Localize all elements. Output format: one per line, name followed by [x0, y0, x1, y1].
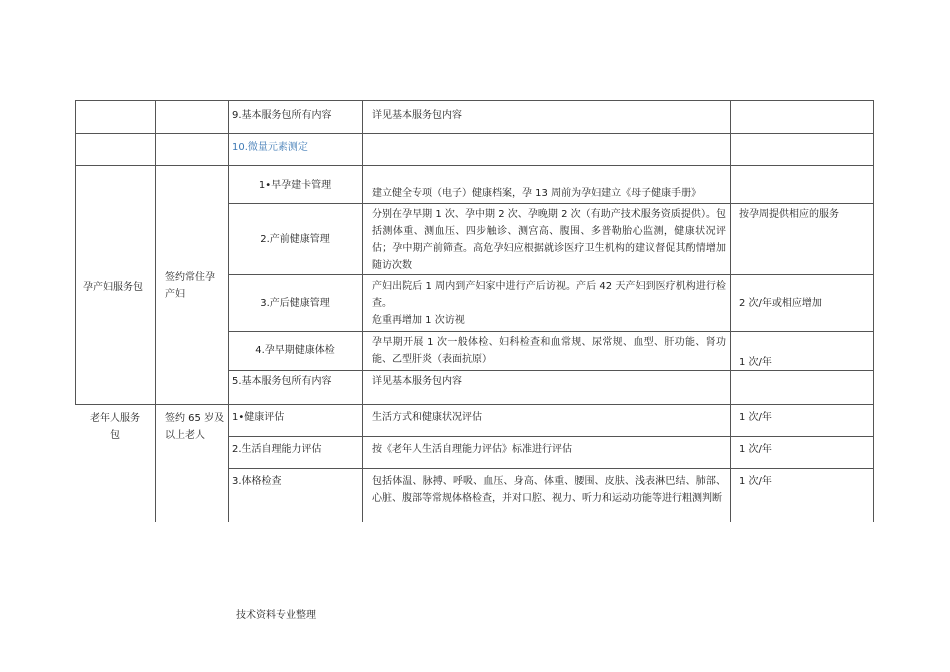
service-content: 分别在孕早期 1 次、孕中期 2 次、孕晚期 2 次（有助产技术服务资质提供）。包括测体重、测血压、四步触诊、测宫高、腹围、多普勒胎心监测，健康状况评估；孕中期产前筛查。高危孕妇应根据就诊医疗卫生机构的建议督促其酌情增加随访次数: [372, 209, 726, 271]
service-item: 9.基本服务包所有内容: [232, 110, 332, 121]
service-frequency: 1 次/年: [739, 444, 772, 455]
target-group: 签约 65 岁及 以上老人: [165, 413, 225, 441]
service-frequency: 1 次/年: [739, 357, 772, 368]
service-item: 3.体格检查: [232, 476, 282, 487]
service-content: 生活方式和健康状况评估: [372, 412, 482, 423]
service-frequency: 1 次/年: [739, 476, 772, 487]
table-rule: [228, 203, 874, 204]
table-rule: [75, 133, 874, 134]
package-name: 老年人服务 包: [90, 413, 140, 441]
service-item: 10.微量元素测定: [232, 142, 308, 153]
service-content: 包括体温、脉搏、呼吸、血压、身高、体重、腰围、皮肤、浅表淋巴结、肺部、心脏、腹部等常规体格检查，并对口腔、视力、听力和运动功能等进行粗测判断: [372, 476, 726, 504]
package-name: 孕产妇服务包: [83, 282, 143, 293]
table-rule: [75, 100, 76, 404]
service-frequency: 1 次/年: [739, 412, 772, 423]
table-rule: [75, 404, 874, 405]
table-rule: [730, 100, 731, 522]
service-frequency: 2 次/年或相应增加: [739, 298, 822, 309]
service-item: 3.产后健康管理: [260, 298, 330, 309]
service-item: 2.生活自理能力评估: [232, 444, 322, 455]
page-footer: 技术资料专业整理: [236, 610, 316, 621]
table-rule: [155, 100, 156, 522]
table-rule: [228, 274, 874, 275]
service-content: 建立健全专项（电子）健康档案，孕 13 周前为孕妇建立《母子健康手册》: [372, 188, 702, 199]
service-content: 产妇出院后 1 周内到产妇家中进行产后访视。产后 42 天产妇到医疗机构进行检查。 危重再增加 1 次访视: [372, 281, 726, 326]
service-item: 1•健康评估: [232, 412, 285, 423]
target-group: 签约常住孕 产妇: [165, 272, 215, 300]
service-content: 孕早期开展 1 次一般体检、妇科检查和血常规、尿常规、血型、肝功能、肾功能、乙型肝炎（表面抗原）: [372, 337, 726, 365]
service-item: 2.产前健康管理: [260, 234, 330, 245]
table-rule: [228, 468, 874, 469]
table-rule: [228, 436, 874, 437]
table-rule: [362, 100, 363, 522]
service-item: 5.基本服务包所有内容: [232, 376, 332, 387]
table-rule: [228, 100, 229, 522]
service-content: 详见基本服务包内容: [372, 110, 462, 121]
table-rule: [228, 331, 874, 332]
table-rule: [75, 165, 874, 166]
table-rule: [873, 100, 874, 522]
service-item: 1•早孕建卡管理: [258, 180, 332, 191]
table-rule: [75, 100, 874, 101]
service-content: 按《老年人生活自理能力评估》标准进行评估: [372, 444, 572, 455]
service-content: 详见基本服务包内容: [372, 376, 462, 387]
service-frequency: 按孕周提供相应的服务: [739, 209, 839, 220]
service-item: 4.孕早期健康体检: [255, 345, 335, 356]
